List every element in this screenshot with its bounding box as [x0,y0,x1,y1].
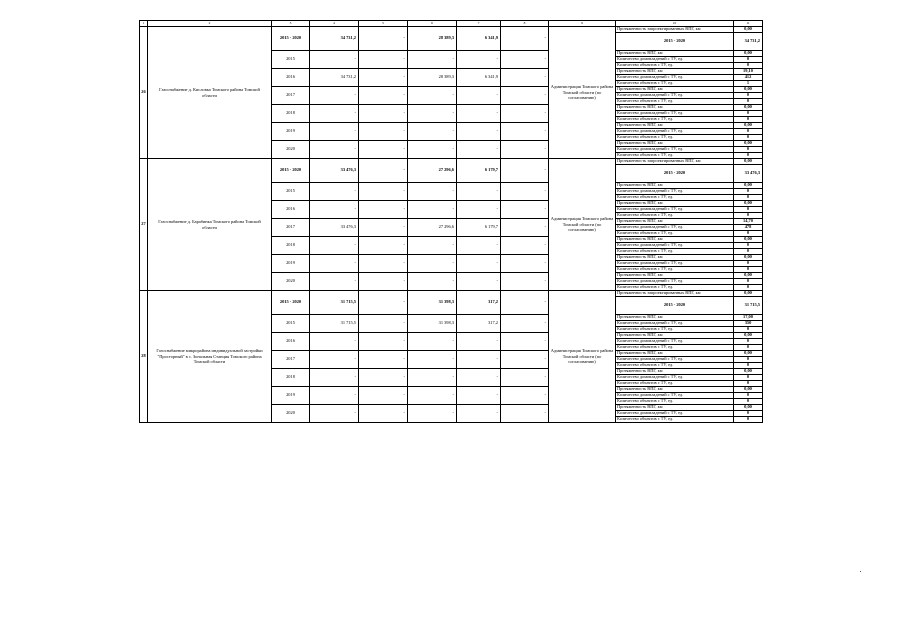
year-cell: 2015 - 2020 [272,27,310,51]
indicator-value: 0 [734,153,763,159]
total-funding: - [310,183,359,201]
indicator-name: Протяженность ВПГ, км [616,123,734,129]
federal-funding: - [359,141,408,159]
indicator-name: Количество домовладений с ТУ, ед. [616,357,734,363]
total-funding: 34 731,2 [310,69,359,87]
other-funding: - [501,69,549,87]
indicator-name: Протяженность запроектированных ВПГ, км [616,291,734,297]
federal-funding: - [359,387,408,405]
indicator-name: Протяженность ВПГ, км [616,333,734,339]
indicator-value: 0 [734,267,763,273]
year-cell: 2019 [272,255,310,273]
local-funding: - [457,369,501,387]
federal-funding: - [359,159,408,183]
local-funding: - [457,237,501,255]
total-funding: - [310,369,359,387]
local-funding: 6 341,9 [457,69,501,87]
indicator-name: Протяженность запроектированных ВПГ, км [616,27,734,33]
regional-funding: 28 389,3 [408,27,457,51]
total-funding: - [310,255,359,273]
federal-funding: - [359,405,408,423]
indicator-value: 0 [734,117,763,123]
indicator-name: Протяженность ВПГ, км [616,87,734,93]
col-number: 7 [457,21,501,27]
federal-funding: - [359,201,408,219]
indicator-name: Количество объектов с ТУ, ед. [616,417,734,423]
other-funding: - [501,27,549,51]
other-funding: - [501,237,549,255]
indicator-value: 0,00 [734,27,763,33]
indicator-name: Количество объектов с ТУ, ед. [616,381,734,387]
indicator-name: Протяженность ВПГ, км [616,369,734,375]
indicator-value: 0 [734,207,763,213]
indicator-value: 0,00 [734,123,763,129]
local-funding: 6 341,9 [457,27,501,51]
indicator-value: 0 [734,261,763,267]
indicator-name: Протяженность ВПГ, км [616,273,734,279]
indicator-name: Количество домовладений с ТУ, ед. [616,111,734,117]
local-funding: - [457,87,501,105]
program-table [139,20,763,423]
indicator-value: 0 [734,243,763,249]
year-cell: 2018 [272,105,310,123]
project-number: 26 [140,27,148,159]
indicator-row [140,159,763,165]
indicator-name: Количество объектов с ТУ, ед. [616,249,734,255]
total-funding: - [310,201,359,219]
year-cell: 2016 [272,69,310,87]
federal-funding: - [359,27,408,51]
total-funding: - [310,351,359,369]
col-number: 5 [359,21,408,27]
total-funding: - [310,123,359,141]
indicator-value: 0,00 [734,141,763,147]
year-cell: 2018 [272,369,310,387]
col-number: 2 [148,21,272,27]
indicator-value: 0,00 [734,51,763,57]
scan-speck [860,571,861,572]
indicator-value: 0 [734,381,763,387]
indicator-value: 0 [734,129,763,135]
year-cell: 2017 [272,219,310,237]
indicator-value: 0 [734,99,763,105]
indicator-value: 0 [734,339,763,345]
local-funding: - [457,123,501,141]
indicator-name: Протяженность ВПГ, км [616,237,734,243]
indicator-value: 0 [734,327,763,333]
indicator-name: Протяженность ВПГ, км [616,183,734,189]
regional-funding: - [408,333,457,351]
other-funding: - [501,255,549,273]
project-number: 28 [140,291,148,423]
regional-funding: - [408,141,457,159]
local-funding: - [457,183,501,201]
year-cell: 2019 [272,123,310,141]
total-funding: - [310,333,359,351]
regional-funding: - [408,123,457,141]
indicator-name: Количество объектов с ТУ, ед. [616,231,734,237]
federal-funding: - [359,105,408,123]
indicator-name: Количество домовладений с ТУ, ед. [616,375,734,381]
indicator-name: Количество объектов с ТУ, ед. [616,63,734,69]
regional-funding: - [408,87,457,105]
other-funding: - [501,387,549,405]
total-funding: - [310,87,359,105]
indicator-value: 478 [734,225,763,231]
local-funding: - [457,273,501,291]
indicator-value: 0,00 [734,291,763,297]
indicator-value: 0,00 [734,105,763,111]
federal-funding: - [359,87,408,105]
total-funding: 31 715,5 [310,315,359,333]
other-funding: - [501,159,549,183]
indicator-value: 0 [734,285,763,291]
project-name: Газоснабжение д. Барабинка Томского района Томской области [148,159,272,291]
indicator-value: 0 [734,411,763,417]
other-funding: - [501,333,549,351]
total-funding: - [310,51,359,69]
indicator-name: Количество объектов с ТУ, ед. [616,153,734,159]
indicator-value: 0 [734,195,763,201]
local-funding: - [457,387,501,405]
local-funding: - [457,105,501,123]
indicator-name: Протяженность ВПГ, км [616,105,734,111]
local-funding: 317,2 [457,315,501,333]
indicator-name: Протяженность ВПГ, км [616,141,734,147]
indicator-value: 0,00 [734,183,763,189]
indicator-value: 19,10 [734,69,763,75]
indicator-name: Протяженность ВПГ, км [616,405,734,411]
year-cell: 2016 [272,201,310,219]
regional-funding: - [408,201,457,219]
indicator-name: Количество домовладений с ТУ, ед. [616,225,734,231]
total-funding: - [310,387,359,405]
indicator-value: 0,00 [734,237,763,243]
other-funding: - [501,87,549,105]
regional-funding: 27 296,6 [408,159,457,183]
indicator-name: Количество объектов с ТУ, ед. [616,363,734,369]
federal-funding: - [359,51,408,69]
indicator-value: 0,00 [734,201,763,207]
year-cell: 2020 [272,273,310,291]
year-cell: 2019 [272,387,310,405]
indicator-name: Количество домовладений с ТУ, ед. [616,279,734,285]
indicator-name: Количество объектов с ТУ, ед. [616,135,734,141]
indicator-value: 0,00 [734,159,763,165]
regional-funding: - [408,387,457,405]
regional-funding: - [408,183,457,201]
year-cell: 2015 - 2020 [272,291,310,315]
indicator-value: 0 [734,189,763,195]
other-funding: - [501,51,549,69]
col-number: 3 [272,21,310,27]
indicator-value: 1 [734,81,763,87]
indicator-name: Количество домовладений с ТУ, ед. [616,93,734,99]
year-cell: 2015 - 2020 [616,165,734,183]
regional-funding: 31 398,3 [408,291,457,315]
regional-funding: - [408,237,457,255]
indicator-value: 350 [734,321,763,327]
col-number: 8 [501,21,549,27]
indicator-value: 0 [734,63,763,69]
local-funding: - [457,201,501,219]
federal-funding: - [359,219,408,237]
indicator-value: 0 [734,147,763,153]
indicator-value: 0,00 [734,387,763,393]
indicator-name: Количество объектов с ТУ, ед. [616,99,734,105]
indicator-name: Количество домовладений с ТУ, ед. [616,129,734,135]
other-funding: - [501,351,549,369]
year-cell: 2015 [272,51,310,69]
other-funding: - [501,315,549,333]
regional-funding: 28 389,3 [408,69,457,87]
indicator-value: 0 [734,375,763,381]
indicator-value: 0 [734,213,763,219]
indicator-value: 0,00 [734,87,763,93]
total-funding: 31 715,5 [310,291,359,315]
indicator-value: 0,00 [734,405,763,411]
year-cell: 2015 - 2020 [272,159,310,183]
indicator-name: Количество домовладений с ТУ, ед. [616,339,734,345]
indicator-name: Количество домовладений с ТУ, ед. [616,243,734,249]
indicator-value: 0 [734,249,763,255]
indicator-name: Протяженность ВПГ, км [616,219,734,225]
indicator-name: Количество домовладений с ТУ, ед. [616,189,734,195]
indicator-value: 0 [734,135,763,141]
program-table-page [139,20,762,423]
total-funding: 33 476,3 [310,159,359,183]
indicator-name: Количество объектов с ТУ, ед. [616,267,734,273]
local-funding: - [457,405,501,423]
indicator-value: 0 [734,357,763,363]
local-funding: 6 179,7 [457,159,501,183]
federal-funding: - [359,291,408,315]
indicator-value: 0,00 [734,255,763,261]
regional-funding: - [408,51,457,69]
indicator-name: Протяженность запроектированных ВПГ, км [616,159,734,165]
col-number: 11 [734,21,763,27]
executor: Администрация Томского района Томской области (по согласованию) [549,291,616,423]
executor: Администрация Томского района Томской области (по согласованию) [549,159,616,291]
indicator-value: 412 [734,75,763,81]
local-funding: 317,2 [457,291,501,315]
regional-funding: 31 398,3 [408,315,457,333]
indicator-name: Количество домовладений с ТУ, ед. [616,147,734,153]
regional-funding: - [408,105,457,123]
indicator-value: 0 [734,363,763,369]
total-funding: 33 476,3 [734,165,763,183]
indicator-name: Количество объектов с ТУ, ед. [616,285,734,291]
indicator-name: Количество объектов с ТУ, ед. [616,399,734,405]
indicator-name: Количество объектов с ТУ, ед. [616,213,734,219]
regional-funding: - [408,351,457,369]
indicator-value: 0 [734,417,763,423]
project-number: 27 [140,159,148,291]
total-funding: - [310,105,359,123]
total-funding: - [310,141,359,159]
local-funding: 6 179,7 [457,219,501,237]
col-number: 10 [616,21,734,27]
indicator-value: 0 [734,393,763,399]
federal-funding: - [359,123,408,141]
indicator-value: 0,00 [734,273,763,279]
indicator-row [140,291,763,297]
col-number: 4 [310,21,359,27]
other-funding: - [501,123,549,141]
indicator-name: Протяженность ВПГ, км [616,315,734,321]
total-funding: 34 731,2 [734,33,763,51]
indicator-value: 0,00 [734,333,763,339]
other-funding: - [501,273,549,291]
local-funding: - [457,333,501,351]
local-funding: - [457,351,501,369]
indicator-name: Количество домовладений с ТУ, ед. [616,261,734,267]
indicator-value: 14,70 [734,219,763,225]
year-cell: 2015 [272,183,310,201]
indicator-name: Протяженность ВПГ, км [616,351,734,357]
indicator-value: 0 [734,345,763,351]
indicator-name: Количество объектов с ТУ, ед. [616,345,734,351]
indicator-name: Количество объектов с ТУ, ед. [616,81,734,87]
regional-funding: - [408,405,457,423]
federal-funding: - [359,255,408,273]
regional-funding: - [408,273,457,291]
indicator-name: Количество объектов с ТУ, ед. [616,117,734,123]
indicator-name: Количество объектов с ТУ, ед. [616,195,734,201]
other-funding: - [501,183,549,201]
indicator-value: 0 [734,111,763,117]
indicator-name: Протяженность ВПГ, км [616,201,734,207]
year-cell: 2020 [272,141,310,159]
local-funding: - [457,51,501,69]
indicator-value: 0 [734,279,763,285]
other-funding: - [501,405,549,423]
executor: Администрация Томского района Томской области (по согласованию) [549,27,616,159]
other-funding: - [501,201,549,219]
indicator-value: 17,00 [734,315,763,321]
year-cell: 2016 [272,333,310,351]
total-funding: - [310,237,359,255]
indicator-name: Протяженность ВПГ, км [616,387,734,393]
total-funding: - [310,273,359,291]
local-funding: - [457,141,501,159]
indicator-name: Протяженность ВПГ, км [616,69,734,75]
indicator-name: Количество домовладений с ТУ, ед. [616,321,734,327]
col-number: 9 [549,21,616,27]
year-cell: 2017 [272,351,310,369]
year-cell: 2015 [272,315,310,333]
federal-funding: - [359,315,408,333]
federal-funding: - [359,369,408,387]
indicator-name: Протяженность ВПГ, км [616,51,734,57]
regional-funding: - [408,369,457,387]
federal-funding: - [359,273,408,291]
col-number: 1 [140,21,148,27]
indicator-value: 0,00 [734,351,763,357]
total-funding: 33 476,3 [310,219,359,237]
federal-funding: - [359,69,408,87]
other-funding: - [501,105,549,123]
year-cell: 2020 [272,405,310,423]
year-cell: 2015 - 2020 [616,33,734,51]
year-cell: 2015 - 2020 [616,297,734,315]
indicator-name: Количество домовладений с ТУ, ед. [616,393,734,399]
total-funding: 34 731,2 [310,27,359,51]
col-number: 6 [408,21,457,27]
indicator-name: Количество домовладений с ТУ, ед. [616,411,734,417]
indicator-value: 0 [734,93,763,99]
federal-funding: - [359,351,408,369]
indicator-value: 0 [734,399,763,405]
local-funding: - [457,255,501,273]
indicator-value: 0 [734,231,763,237]
other-funding: - [501,369,549,387]
indicator-name: Количество домовладений с ТУ, ед. [616,207,734,213]
indicator-name: Протяженность ВПГ, км [616,255,734,261]
indicator-value: 0,00 [734,369,763,375]
total-funding: 31 715,5 [734,297,763,315]
federal-funding: - [359,183,408,201]
project-name: Газоснабжение д. Кисловка Томского района Томской области [148,27,272,159]
other-funding: - [501,291,549,315]
regional-funding: - [408,255,457,273]
indicator-name: Количество домовладений с ТУ, ед. [616,75,734,81]
year-cell: 2018 [272,237,310,255]
other-funding: - [501,141,549,159]
indicator-name: Количество объектов с ТУ, ед. [616,327,734,333]
indicator-row [140,27,763,33]
federal-funding: - [359,333,408,351]
total-funding: - [310,405,359,423]
year-cell: 2017 [272,87,310,105]
indicator-value: 0 [734,57,763,63]
other-funding: - [501,219,549,237]
federal-funding: - [359,237,408,255]
regional-funding: 27 296,6 [408,219,457,237]
project-name: Газоснабжение микрорайона индивидуальной застройки "Просторный" в с. Зональная Станция Томского района Томской области [148,291,272,423]
indicator-name: Количество домовладений с ТУ, ед. [616,57,734,63]
